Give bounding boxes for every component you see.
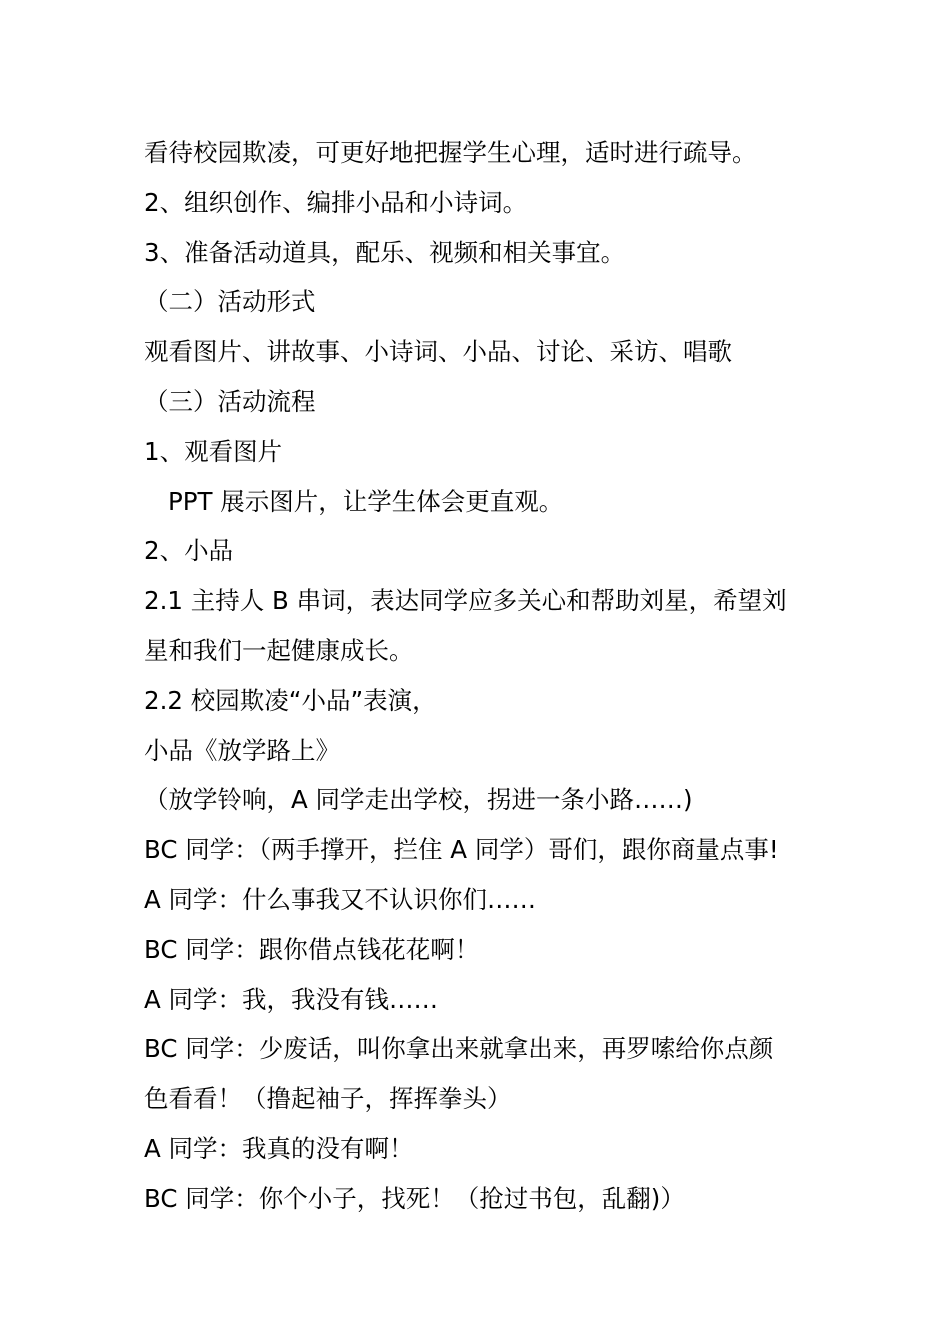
text-line: 2.2 校园欺凌“小品”表演， xyxy=(144,685,437,715)
text-line: （放学铃响，A 同学走出学校，拐进一条小路……) xyxy=(144,785,693,815)
text-line: 3、准备活动道具，配乐、视频和相关事宜。 xyxy=(144,237,626,267)
text-line: 2、小品 xyxy=(144,536,234,566)
text-line: PPT 展示图片，让学生体会更直观。 xyxy=(168,486,564,516)
dialogue-line: BC 同学：你个小子，找死！（抢过书包，乱翻)） xyxy=(144,1183,685,1213)
text-line: 2、组织创作、编排小品和小诗词。 xyxy=(144,187,528,217)
text-line: 看待校园欺凌，可更好地把握学生心理，适时进行疏导。 xyxy=(144,138,757,167)
document-body xyxy=(144,128,824,1224)
dialogue-line: A 同学：我真的没有啊！ xyxy=(144,1133,414,1163)
text-line: 1、观看图片 xyxy=(144,436,283,466)
section-heading: （三）活动流程 xyxy=(144,386,316,416)
dialogue-line: A 同学：什么事我又不认识你们…… xyxy=(144,884,537,914)
dialogue-line: A 同学：我，我没有钱…… xyxy=(144,984,439,1014)
text-line: 观看图片、讲故事、小诗词、小品、讨论、采访、唱歌 xyxy=(144,337,732,367)
dialogue-line: 色看看！（撸起袖子，挥挥拳头） xyxy=(144,1084,512,1114)
section-heading: （二）活动形式 xyxy=(144,287,316,317)
text-line: 星和我们一起健康成长。 xyxy=(144,635,414,665)
text-line: 2.1 主持人 B 串词，表达同学应多关心和帮助刘星，希望刘 xyxy=(144,586,787,616)
text-line: 小品《放学路上》 xyxy=(144,735,340,765)
dialogue-line: BC 同学：（两手撑开，拦住 A 同学）哥们，跟你商量点事! xyxy=(144,835,779,865)
dialogue-line: BC 同学：跟你借点钱花花啊！ xyxy=(144,934,480,964)
dialogue-line: BC 同学：少废话，叫你拿出来就拿出来，再罗嗦给你点颜 xyxy=(144,1034,774,1064)
